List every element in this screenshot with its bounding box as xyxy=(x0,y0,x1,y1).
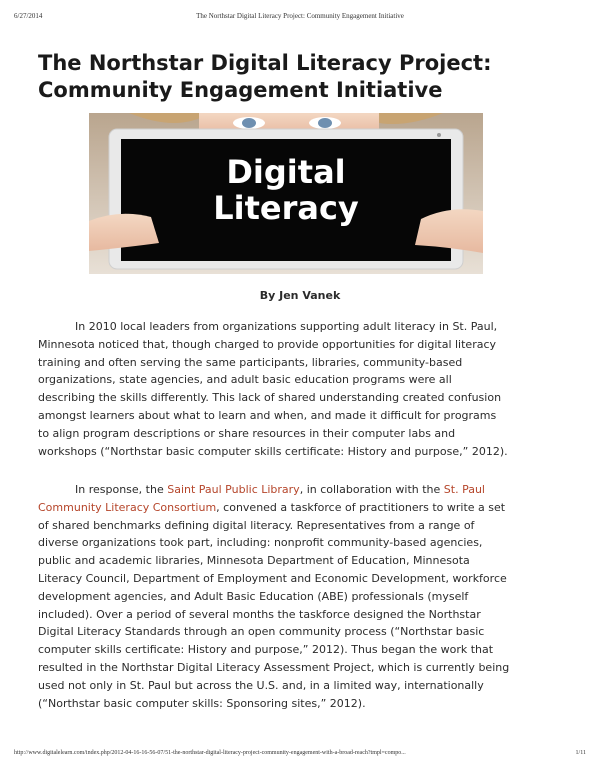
paragraph-2-line: of shared benchmarks defining digital literacy. Representatives from a range of xyxy=(38,518,475,532)
article-title xyxy=(38,50,578,104)
print-header xyxy=(14,12,586,24)
paragraph-2-line: resulted in the Northstar Digital Literacy Assessment Project, which is currently being xyxy=(38,660,510,674)
print-page-title: The Northstar Digital Literacy Project: Community Engagement Initiative xyxy=(196,12,404,20)
paragraph-1-line: In 2010 local leaders from organizations supporting adult literacy in St. Paul, xyxy=(75,320,498,333)
st-paul-literacy-consortium-link-part-2[interactable]: Community Literacy Consortium xyxy=(38,500,217,514)
paragraph-1-line: training and often serving the same participants, libraries, community-based xyxy=(38,355,463,369)
paragraph-2-line: development agencies, and Adult Basic Education (ABE) professionals (myself xyxy=(38,589,469,603)
paragraph-1 xyxy=(38,318,564,460)
hero-image xyxy=(89,113,483,274)
hero-text-line-2: Literacy xyxy=(213,189,359,227)
paragraph-1-line: amongst learners about what to learn and when, and made it difficult for programs xyxy=(38,408,497,422)
paragraph-2-line: diverse organizations took part, including: nonprofit community-based agencies, xyxy=(38,536,483,550)
paragraph-2-line: computer skills certificate: History and purpose,” 2012). Thus began the work that xyxy=(38,643,494,657)
st-paul-literacy-consortium-link-part-1[interactable]: St. Paul xyxy=(443,483,485,496)
hero-text-line-1: Digital xyxy=(226,153,346,191)
paragraph-2-text: , convened a taskforce of practitioners to write a set xyxy=(216,500,506,514)
paragraph-1-line: organizations, state agencies, and adult basic education programs were all xyxy=(38,373,452,387)
paragraph-2-line: used not only in St. Paul but across the U.S. and, in a limited way, internationally xyxy=(38,678,484,692)
print-footer xyxy=(14,750,586,762)
paragraph-1-line: Minnesota noticed that, though charged to provide opportunities for digital literacy xyxy=(38,337,497,351)
paragraph-2-intro: In response, the xyxy=(75,483,168,496)
article-title-line-1: The Northstar Digital Literacy Project: xyxy=(38,51,492,75)
paragraph-2-line: included). Over a period of several months the taskforce designed the Northstar xyxy=(38,607,481,621)
paragraph-2 xyxy=(38,481,564,712)
page-number: 1/11 xyxy=(575,750,586,756)
article-title-line-2: Community Engagement Initiative xyxy=(38,78,443,102)
saint-paul-public-library-link[interactable]: Saint Paul Public Library xyxy=(167,483,300,496)
byline: By Jen Vanek xyxy=(259,289,341,302)
paragraph-2-line: public and academic libraries, Minnesota Department of Education, Minnesota xyxy=(38,554,470,568)
paragraph-1-line: to align program descriptions or share resources in their computer labs and xyxy=(38,426,456,440)
print-url: http://www.digitalelearn.com/index.php/2012-04-16-16-56-07/51-the-northstar-digital-literacy-project-community-engagement-with-a-broad-reach?tmpl=compo... xyxy=(14,750,406,756)
paragraph-2-line: Literacy Council, Department of Employment and Economic Development, workforce xyxy=(38,571,507,585)
print-date: 6/27/2014 xyxy=(14,12,43,20)
paragraph-2-line: Digital Literacy Standards through an open community process (“Northstar basic xyxy=(38,625,485,639)
paragraph-2-text: , in collaboration with the xyxy=(299,483,444,496)
paragraph-2-line: (“Northstar basic computer skills: Sponsoring sites,” 2012). xyxy=(38,696,366,710)
paragraph-1-line: workshops (“Northstar basic computer skills certificate: History and purpose,” 2012). xyxy=(38,444,508,458)
paragraph-1-line: describing the skills differently. This lack of shared understanding created confusion xyxy=(38,391,502,405)
hero-illustration xyxy=(89,113,483,274)
